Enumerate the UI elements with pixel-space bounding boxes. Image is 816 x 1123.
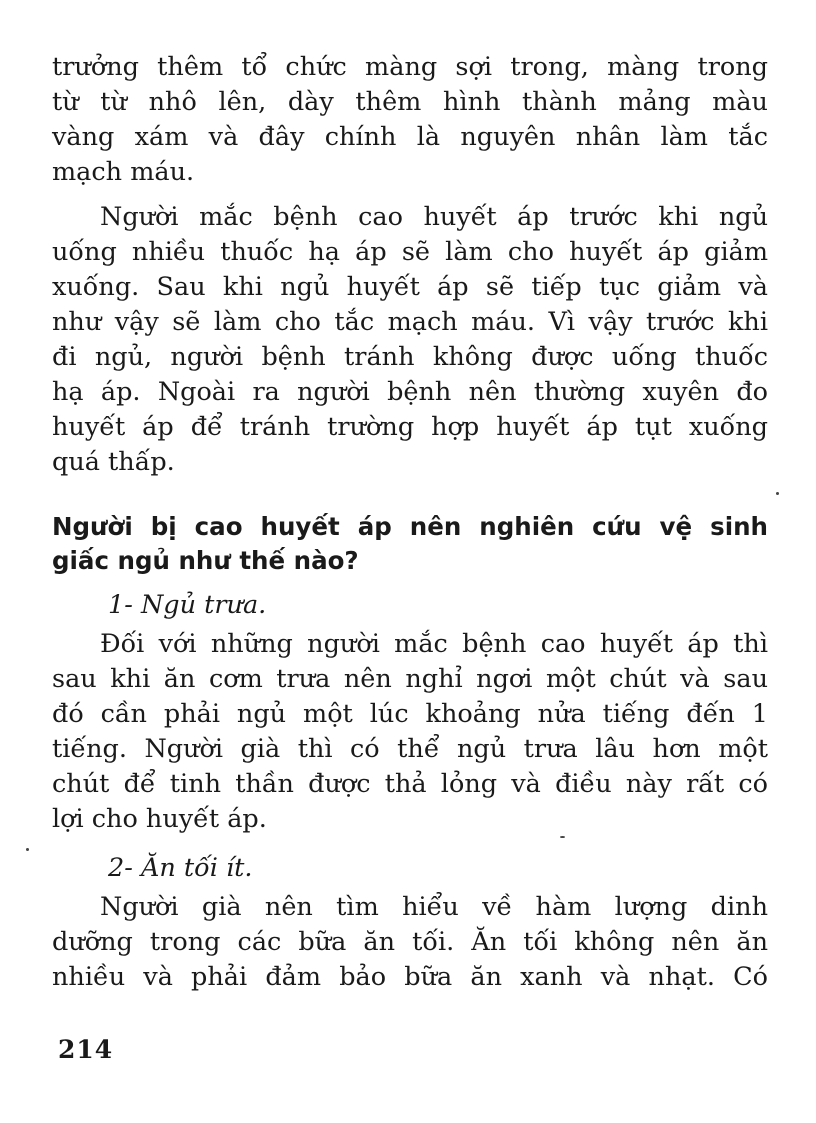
text-line: đó cần phải ngủ một lúc khoảng nửa tiếng đến 1 xyxy=(52,699,768,729)
text-line: lợi cho huyết áp. xyxy=(52,804,267,834)
text-line: vàng xám và đây chính là nguyên nhân làm tắc xyxy=(52,122,768,152)
subsection-title-nap: 1- Ngủ trưa. xyxy=(108,590,267,620)
subsection-title-light-dinner: 2- Ăn tối ít. xyxy=(108,853,253,883)
text-line: nhiều và phải đảm bảo bữa ăn xanh và nhạt. Có xyxy=(52,962,768,992)
text-line: sau khi ăn cơm trưa nên nghỉ ngơi một chút và sau xyxy=(52,664,768,694)
text-line: huyết áp để tránh trường hợp huyết áp tụt xuống xyxy=(52,412,768,442)
text-line: từ từ nhô lên, dày thêm hình thành mảng màu xyxy=(52,87,768,117)
text-line: trưởng thêm tổ chức màng sợi trong, màng trong xyxy=(52,52,768,82)
text-line: Đối với những người mắc bệnh cao huyết áp thì xyxy=(100,629,768,659)
heading-line: giấc ngủ như thế nào? xyxy=(52,546,359,575)
section-heading xyxy=(52,510,768,578)
text-line: như vậy sẽ làm cho tắc mạch máu. Vì vậy trước khi xyxy=(52,307,768,337)
heading-line: Người bị cao huyết áp nên nghiên cứu vệ sinh xyxy=(52,512,768,541)
text-line: Người già nên tìm hiểu về hàm lượng dinh xyxy=(100,892,768,922)
text-line: tiếng. Người già thì có thể ngủ trưa lâu hơn một xyxy=(52,734,768,764)
page-number: 214 xyxy=(58,1035,114,1064)
scan-speck xyxy=(26,848,29,851)
scan-speck xyxy=(560,836,565,838)
text-line: mạch máu. xyxy=(52,157,195,187)
text-line: hạ áp. Ngoài ra người bệnh nên thường xuyên đo xyxy=(52,377,768,407)
text-line: uống nhiều thuốc hạ áp sẽ làm cho huyết áp giảm xyxy=(52,237,768,267)
text-line: xuống. Sau khi ngủ huyết áp sẽ tiếp tục giảm và xyxy=(52,272,768,302)
text-line: chút để tinh thần được thả lỏng và điều này rất có xyxy=(52,769,768,799)
scan-speck xyxy=(776,492,779,495)
paragraph-nap xyxy=(52,627,768,837)
text-line: dưỡng trong các bữa ăn tối. Ăn tối không nên ăn xyxy=(52,927,768,957)
paragraph-continuation xyxy=(52,50,768,190)
text-line: Người mắc bệnh cao huyết áp trước khi ngủ xyxy=(100,202,768,232)
paragraph-light-dinner xyxy=(52,890,768,995)
paragraph-medication-before-sleep xyxy=(52,200,768,480)
text-line: quá thấp. xyxy=(52,447,175,477)
text-line: đi ngủ, người bệnh tránh không được uống thuốc xyxy=(52,342,768,372)
book-page xyxy=(52,50,768,995)
